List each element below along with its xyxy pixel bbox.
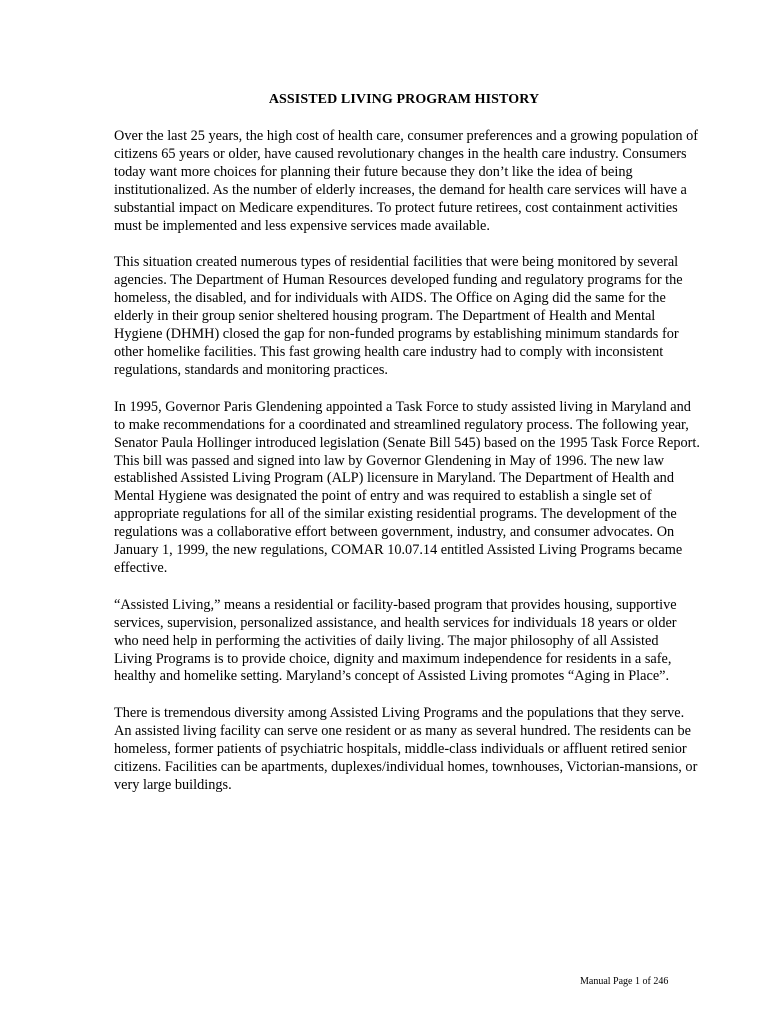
paragraph-diversity: There is tremendous diversity among Assisted Living Programs and the populations that they serve. An assisted living facility can serve one resident or as many as several hundred. The residents can be homeless, former patients of psychiatric hospitals, middle-class individuals or affluent retired senior citizens. Facilities can be apartments, duplexes/individual homes, townhouses, Victorian-mansions, or very large buildings. [114, 705, 698, 793]
paragraph-residential-facilities: This situation created numerous types of residential facilities that were being monitored by several agencies. The Department of Human Resources developed funding and regulatory programs for the homeless, the disabled, and for individuals with AIDS. The Office on Aging did the same for the elderly in their group senior sheltered housing program. The Department of Health and Mental Hygiene (DHMH) closed the gap for non-funded programs by establishing minimum standards for other homelike facilities. This fast growing health care industry had to comply with inconsistent regulations, standards and monitoring practices. [114, 254, 683, 378]
document-body [114, 128, 700, 814]
paragraph-overview: Over the last 25 years, the high cost of health care, consumer preferences and a growing population of citizens 65 years or older, have caused revolutionary changes in the health care industry. Consumers today want more choices for planning their future because they don’t like the idea of being institutionalized. As the number of elderly increases, the demand for health care services will have a substantial impact on Medicare expenditures. To protect future retirees, cost containment activities must be implemented and less expensive services made available. [114, 128, 698, 234]
paragraph-definition: “Assisted Living,” means a residential or facility-based program that provides housing, supportive services, supervision, personalized assistance, and health services for individuals 18 years or older who need help in performing the activities of daily living. The major philosophy of all Assisted Living Programs is to provide choice, dignity and maximum independence for residents in a safe, healthy and homelike setting. Maryland’s concept of Assisted Living promotes “Aging in Place”. [114, 596, 677, 685]
paragraph-legislation: In 1995, Governor Paris Glendening appointed a Task Force to study assisted living in Maryland and to make recommendations for a coordinated and streamlined regulatory process. The following year, Senator Paula Hollinger introduced legislation (Senate Bill 545) based on the 1995 Task Force Report. This bill was passed and signed into law by Governor Glendening in May of 1996. The new law established Assisted Living Program (ALP) licensure in Maryland. The Department of Health and Mental Hygiene was designated the point of entry and was required to establish a single set of appropriate regulations for all of the similar existing residential programs. The development of the regulations was a collaborative effort between government, industry, and consumer advocates. On January 1, 1999, the new regulations, COMAR 10.07.14 entitled Assisted Living Programs became effective. [114, 398, 700, 576]
document-title: ASSISTED LIVING PROGRAM HISTORY [268, 92, 540, 107]
page-number-footer: Manual Page 1 of 246 [580, 976, 669, 987]
